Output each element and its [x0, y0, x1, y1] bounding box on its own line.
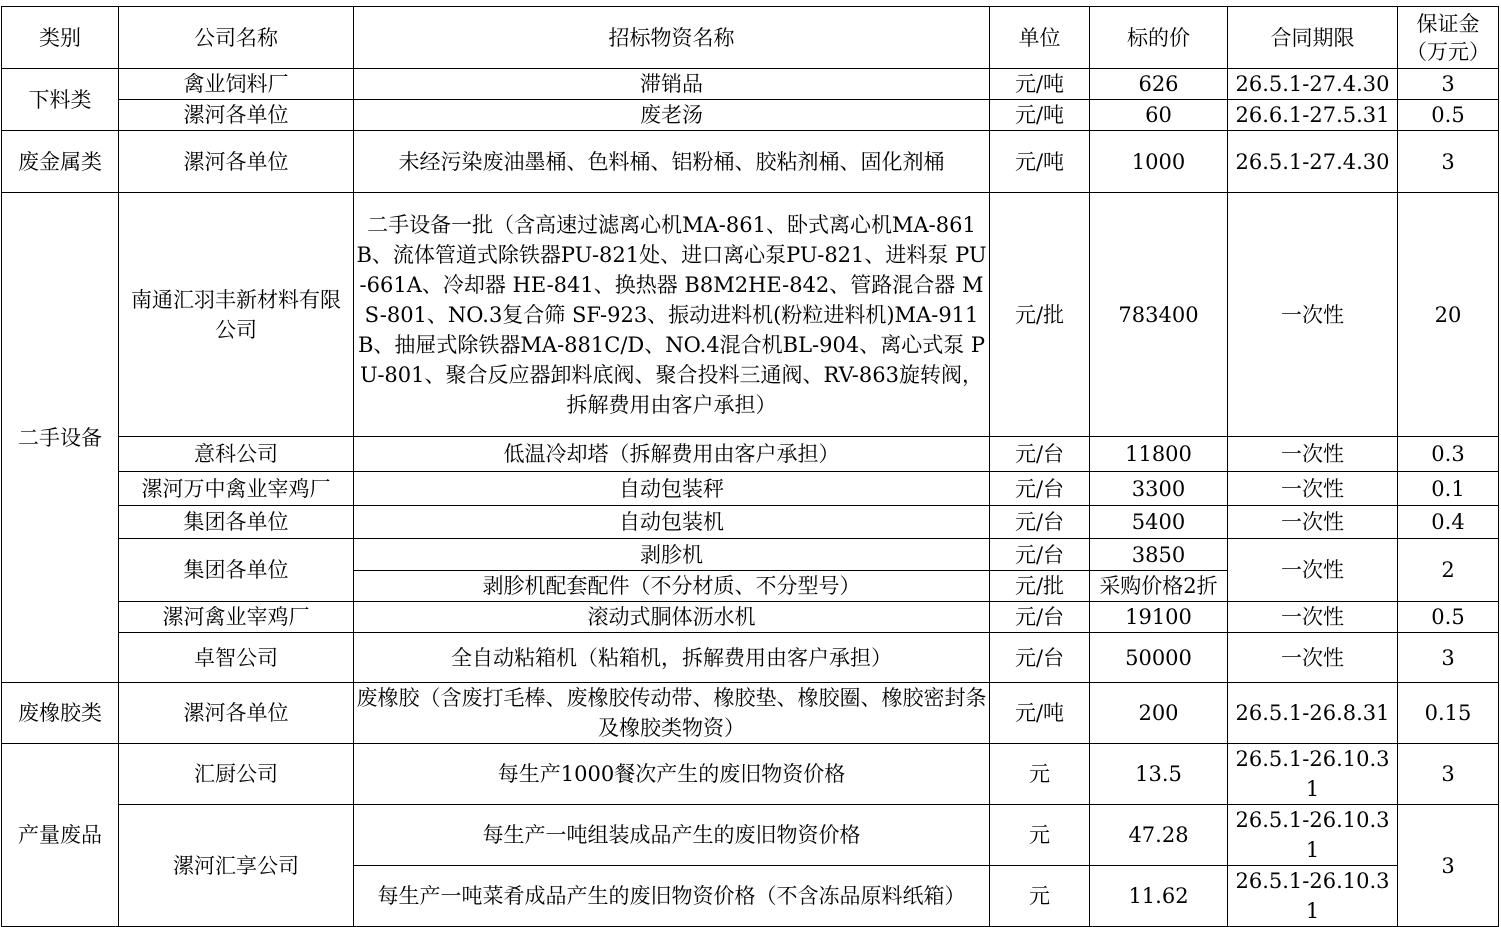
- unit-cell: 元/台: [990, 633, 1090, 683]
- category-cell: 二手设备: [2, 193, 119, 683]
- header-deposit: 保证金（万元）: [1398, 7, 1499, 69]
- table-row: [2, 683, 1499, 744]
- deposit-cell: 3: [1398, 633, 1499, 683]
- deposit-cell: 0.1: [1398, 472, 1499, 506]
- deposit-cell: 0.3: [1398, 437, 1499, 472]
- table-row: [2, 602, 1499, 633]
- price-cell: 11800: [1090, 437, 1228, 472]
- material-cell: 每生产1000餐次产生的废旧物资价格: [354, 744, 990, 805]
- price-cell: 626: [1090, 69, 1228, 100]
- deposit-cell: 0.4: [1398, 506, 1499, 539]
- price-cell: 47.28: [1090, 805, 1228, 866]
- unit-cell: 元/台: [990, 472, 1090, 506]
- company-cell: 漯河禽业宰鸡厂: [119, 602, 354, 633]
- period-cell: 26.5.1-27.4.30: [1228, 69, 1398, 100]
- table-row: [2, 437, 1499, 472]
- category-cell: 废橡胶类: [2, 683, 119, 744]
- unit-cell: 元/吨: [990, 131, 1090, 193]
- price-cell: 5400: [1090, 506, 1228, 539]
- table-row: [2, 193, 1499, 437]
- deposit-cell: 3: [1398, 69, 1499, 100]
- company-cell: 南通汇羽丰新材料有限公司: [119, 193, 354, 437]
- table-row: [2, 472, 1499, 506]
- material-cell: 滚动式胴体沥水机: [354, 602, 990, 633]
- table-row: [2, 506, 1499, 539]
- price-cell: 3300: [1090, 472, 1228, 506]
- bid-table: [1, 6, 1499, 927]
- deposit-cell: 3: [1398, 744, 1499, 805]
- unit-cell: 元/吨: [990, 100, 1090, 131]
- price-cell: 1000: [1090, 131, 1228, 193]
- unit-cell: 元/吨: [990, 683, 1090, 744]
- category-cell: 产量废品: [2, 744, 119, 927]
- price-cell: 11.62: [1090, 866, 1228, 927]
- unit-cell: 元: [990, 805, 1090, 866]
- period-cell: 26.5.1-26.10.31: [1228, 866, 1398, 927]
- company-cell: 漯河各单位: [119, 131, 354, 193]
- period-cell: 26.6.1-27.5.31: [1228, 100, 1398, 131]
- header-category: 类别: [2, 7, 119, 69]
- header-company: 公司名称: [119, 7, 354, 69]
- deposit-cell: 0.5: [1398, 100, 1499, 131]
- period-cell: 26.5.1-26.8.31: [1228, 683, 1398, 744]
- deposit-cell: 3: [1398, 131, 1499, 193]
- unit-cell: 元/台: [990, 602, 1090, 633]
- company-cell: 漯河各单位: [119, 683, 354, 744]
- deposit-cell: 0.5: [1398, 602, 1499, 633]
- company-cell: 漯河各单位: [119, 100, 354, 131]
- company-cell: 汇厨公司: [119, 744, 354, 805]
- period-cell: 26.5.1-27.4.30: [1228, 131, 1398, 193]
- material-cell: 剥胗机配套配件（不分材质、不分型号）: [354, 571, 990, 602]
- period-cell: 26.5.1-26.10.31: [1228, 805, 1398, 866]
- unit-cell: 元/批: [990, 193, 1090, 437]
- price-cell: 200: [1090, 683, 1228, 744]
- table-row: [2, 744, 1499, 805]
- table-row: [2, 69, 1499, 100]
- price-cell: 783400: [1090, 193, 1228, 437]
- table-row: [2, 131, 1499, 193]
- unit-cell: 元/台: [990, 539, 1090, 571]
- material-cell: 未经污染废油墨桶、色料桶、铝粉桶、胶粘剂桶、固化剂桶: [354, 131, 990, 193]
- company-cell: 卓智公司: [119, 633, 354, 683]
- material-cell: 自动包装秤: [354, 472, 990, 506]
- period-cell: 一次性: [1228, 437, 1398, 472]
- company-cell: 禽业饲料厂: [119, 69, 354, 100]
- unit-cell: 元/台: [990, 506, 1090, 539]
- category-cell: 废金属类: [2, 131, 119, 193]
- period-cell: 一次性: [1228, 633, 1398, 683]
- unit-cell: 元/台: [990, 437, 1090, 472]
- material-cell: 滞销品: [354, 69, 990, 100]
- table-row: [2, 805, 1499, 866]
- category-cell: 下料类: [2, 69, 119, 131]
- unit-cell: 元/吨: [990, 69, 1090, 100]
- header-row: [2, 7, 1499, 69]
- material-cell: 剥胗机: [354, 539, 990, 571]
- price-cell: 3850: [1090, 539, 1228, 571]
- unit-cell: 元: [990, 866, 1090, 927]
- price-cell: 采购价格2折: [1090, 571, 1228, 602]
- price-cell: 60: [1090, 100, 1228, 131]
- price-cell: 50000: [1090, 633, 1228, 683]
- company-cell: 集团各单位: [119, 539, 354, 602]
- company-cell: 意科公司: [119, 437, 354, 472]
- deposit-cell: 20: [1398, 193, 1499, 437]
- header-unit: 单位: [990, 7, 1090, 69]
- period-cell: 一次性: [1228, 602, 1398, 633]
- period-cell: 一次性: [1228, 472, 1398, 506]
- table-row: [2, 100, 1499, 131]
- price-cell: 13.5: [1090, 744, 1228, 805]
- company-cell: 集团各单位: [119, 506, 354, 539]
- deposit-cell: 0.15: [1398, 683, 1499, 744]
- header-price: 标的价: [1090, 7, 1228, 69]
- table-row: [2, 539, 1499, 571]
- material-cell: 二手设备一批（含高速过滤离心机MA-861、卧式离心机MA-861B、流体管道式除铁器PU-821处、进口离心泵PU-821、进料泵 PU-661A、冷却器 HE-841、换热器 B8M2HE-842、管路混合器 MS-801、NO.3复合筛 SF-923、振动进料机(粉粒进料机)MA-911B、抽屉式除铁器MA-881C/D、NO.4混合机BL-904、离心式泵 PU-801、聚合反应器卸料底阀、聚合投料三通阀、RV-863旋转阀，拆解费用由客户承担）: [354, 193, 990, 437]
- material-cell: 废老汤: [354, 100, 990, 131]
- period-cell: 26.5.1-26.10.31: [1228, 744, 1398, 805]
- unit-cell: 元: [990, 744, 1090, 805]
- material-cell: 废橡胶（含废打毛棒、废橡胶传动带、橡胶垫、橡胶圈、橡胶密封条及橡胶类物资）: [354, 683, 990, 744]
- company-cell: 漯河万中禽业宰鸡厂: [119, 472, 354, 506]
- deposit-cell: 2: [1398, 539, 1499, 602]
- price-cell: 19100: [1090, 602, 1228, 633]
- material-cell: 每生产一吨菜肴成品产生的废旧物资价格（不含冻品原料纸箱）: [354, 866, 990, 927]
- company-cell: 漯河汇享公司: [119, 805, 354, 927]
- material-cell: 每生产一吨组装成品产生的废旧物资价格: [354, 805, 990, 866]
- unit-cell: 元/批: [990, 571, 1090, 602]
- header-material: 招标物资名称: [354, 7, 990, 69]
- table-row: [2, 633, 1499, 683]
- period-cell: 一次性: [1228, 506, 1398, 539]
- deposit-cell: 3: [1398, 805, 1499, 927]
- material-cell: 自动包装机: [354, 506, 990, 539]
- period-cell: 一次性: [1228, 539, 1398, 602]
- period-cell: 一次性: [1228, 193, 1398, 437]
- material-cell: 全自动粘箱机（粘箱机，拆解费用由客户承担）: [354, 633, 990, 683]
- header-period: 合同期限: [1228, 7, 1398, 69]
- material-cell: 低温冷却塔（拆解费用由客户承担）: [354, 437, 990, 472]
